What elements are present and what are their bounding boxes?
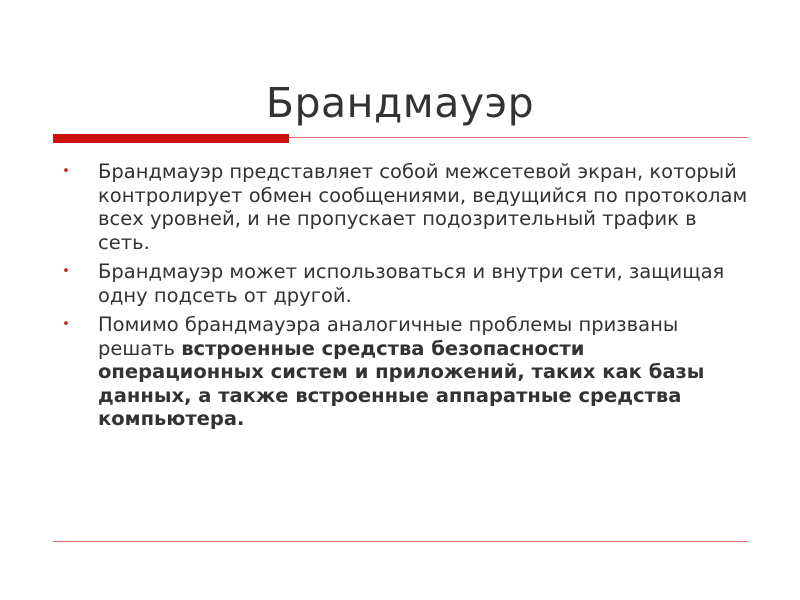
slide-title: Брандмауэр [265, 79, 535, 127]
bullet-icon: • [62, 317, 70, 332]
list-item [60, 313, 750, 431]
list-item [60, 260, 750, 307]
title-underline-accent [53, 134, 289, 143]
bullet-list [60, 160, 750, 437]
title-underline-thin [289, 137, 748, 138]
bullet-text: Брандмауэр может использоваться и внутри сети, защищая одну подсеть от другой. [98, 260, 725, 307]
bullet-icon: • [62, 164, 70, 179]
bullet-icon: • [62, 264, 70, 279]
list-item [60, 160, 750, 254]
footer-rule [53, 541, 748, 542]
bullet-text-plain: Помимо брандмауэра аналогичные проблемы призваны решать [98, 313, 679, 360]
bullet-text: Брандмауэр представляет собой межсетевой экран, который контролирует обмен сообщениями, ведущийся по протоколам всех уровней, и не пропускает подозрительный трафик в сеть. [98, 160, 748, 254]
bullet-text-bold: встроенные средства безопасности операционных систем и приложений, таких как базы данных, а также встроенные аппаратные средства компьютера. [98, 336, 705, 430]
